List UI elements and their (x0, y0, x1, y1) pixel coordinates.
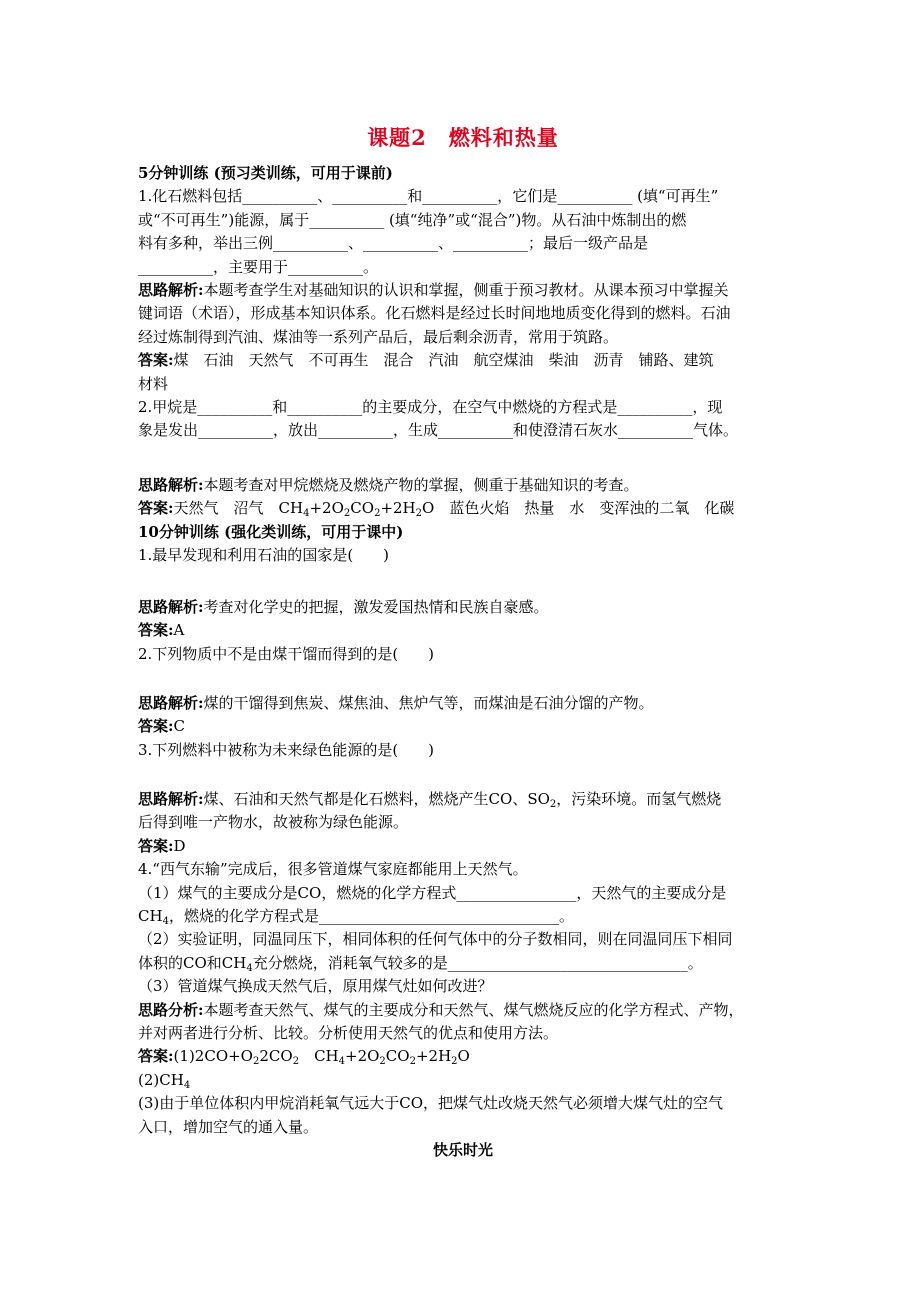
question-line: 2.下列物质中不是由煤干馏而得到的是( ) (138, 644, 435, 663)
analysis-text: 考查对化学史的把握，激发爱国热情和民族自豪感。 (203, 598, 549, 616)
answer-label: 答案: (138, 1047, 174, 1066)
question-1-line: 1.化石燃料包括__________、__________和__________，它们是__________ (填“可再生” (138, 187, 719, 206)
question-2-line: 象是发出__________，放出__________，生成__________和使澄清石灰水__________气体。 (138, 421, 739, 440)
section-10min-q2-solution (138, 692, 788, 762)
answer-text: 入口，增加空气的通入量。 (138, 1117, 319, 1136)
answer-text: 煤 石油 天然气 不可再生 混合 汽油 航空煤油 柴油 沥青 铺路、建筑 (173, 351, 714, 370)
answer-text: A (173, 621, 185, 640)
answer-text: 天然气 沼气 CH (173, 499, 304, 518)
question-line: 3.下列燃料中被称为未来绿色能源的是( ) (138, 740, 435, 759)
answer-label: 答案: (138, 351, 174, 370)
section-heading: 10分钟训练 (强化类训练，可用于课中) (138, 522, 404, 541)
question-line: 1.最早发现和利用石油的国家是( ) (138, 546, 390, 565)
analysis-text: 本题考查学生对基础知识的认识和掌握，侧重于预习教材。从课本预习中掌握关 (203, 281, 729, 300)
section-5min-q2-solution: 思路解析:本题考查对甲烷燃烧及燃烧产物的掌握，侧重于基础知识的考查。 答案:天然气 沼气 $CH_4+2O_2CO_2+2H_2O$ 蓝色火焰 热量 水 变浑浊的二氧 化碳 10分钟训练 (强化类训练，可用于课中) 1.最早发现和利用石油的国家是( ) (138, 474, 788, 568)
document-title: 课题2 燃料和热量 (367, 125, 559, 150)
question-4-part-2: （2）实验证明，同温同压下，相同体积的任何气体中的分子数相同，则在同温同压下相同 (138, 930, 733, 949)
question-4-part-1-cont: ，燃烧的化学方程式是________________________________。 (168, 907, 574, 926)
analysis-label: 思路解析: (138, 790, 204, 808)
answer-label: 答案: (138, 717, 174, 736)
answer-text: D (173, 836, 186, 855)
analysis-label: 思路解析: (138, 476, 204, 494)
answer-text: 材料 (138, 374, 169, 393)
answer-text: (2)CH (138, 1070, 184, 1089)
analysis-text: 经过炼制得到汽油、煤油等一系列产品后，最后剩余沥青，常用于筑路。 (138, 327, 619, 346)
analysis-text: 后得到唯一产物水，故被称为绿色能源。 (138, 813, 409, 832)
question-1-line: 或“不可再生”)能源，属于__________ (填“纯净”或“混合”)物。从石油中炼制出的燃 (138, 210, 687, 229)
question-1-line: __________，主要用于__________。 (138, 257, 379, 276)
section-10min-q1-solution (138, 596, 788, 666)
question-2-line: 2.甲烷是__________和__________的主要成分，在空气中燃烧的方程式是__________，现 (138, 398, 723, 417)
answer-label: 答案: (138, 499, 174, 518)
answer-text: C (173, 717, 186, 736)
analysis-label: 思路分析: (138, 1000, 204, 1019)
section-heading: 5分钟训练 (预习类训练，可用于课前) (138, 164, 393, 182)
question-4-part-1: （1）煤气的主要成分是CO，燃烧的化学方程式________________，天然气的主要成分是 (138, 883, 727, 902)
analysis-label: 思路解析: (138, 281, 204, 300)
footer-heading: 快乐时光 (432, 1141, 493, 1160)
analysis-text: 煤的干馏得到焦炭、煤焦油、焦炉气等，而煤油是石油分馏的产物。 (203, 694, 654, 712)
section-5min (138, 162, 788, 443)
answer-text: (1)2CO+O (173, 1047, 253, 1066)
question-1-line: 料有多种，举出三例__________、__________、__________；最后一级产品是 (138, 234, 649, 253)
question-4-part-3: （3）管道煤气换成天然气后，原用煤气灶如何改进？ (138, 977, 493, 996)
analysis-text: 键词语（术语），形成基本知识体系。化石燃料是经过长时间地地质变化得到的燃料。石油 (138, 304, 731, 323)
question-4-part-2-cont: 充分燃烧，消耗氧气较多的是________________________________。 (252, 953, 703, 972)
analysis-text: 并对两者进行分析、比较。分析使用天然气的优点和使用方法。 (138, 1024, 559, 1043)
answer-label: 答案: (138, 621, 174, 640)
analysis-text: 本题考查对甲烷燃烧及燃烧产物的掌握，侧重于基础知识的考查。 (203, 476, 639, 494)
question-line: 4.“西气东输”完成后，很多管道煤气家庭都能用上天然气。 (138, 860, 528, 879)
analysis-text: 煤、石油和天然气都是化石燃料，燃烧产生CO、SO (203, 790, 550, 808)
analysis-text: 本题考查天然气、煤气的主要成分和天然气、煤气燃烧反应的化学方程式、产物， (203, 1000, 744, 1019)
analysis-label: 思路解析: (138, 694, 204, 712)
section-10min-q3-q4: 思路解析:煤、石油和天然气都是化石燃料，燃烧产生CO、$SO_2$，污染环境。而氢气燃烧 后得到唯一产物水，故被称为绿色能源。 答案:D 4.“西气东输”完成后，很多管道煤气家庭都能用上天然气。 （1）煤气的主要成分是CO，燃烧的化学方程式________________，天然气的主要成分是 $CH_4$，燃烧的化学方程式是________________________________。 （2）实验证明，同温同压下，相同体积的任何气体中的分子数相同，则在同温同压下相同 体积的CO和$CH_4$充分燃烧，消耗氧气较多的是________________________________。 （3）管道煤气换成天然气后，原用煤气灶如何改进？ 思路分析:本题考查天然气、煤气的主要成分和天然气、煤气燃烧反应的化学方程式、产物， 并对两者进行分析、比较。分析使用天然气的优点和使用方法。 答案$:(1)2CO+O_22CO_2$ $CH_4+2O_2CO_2+2H_2O$ $(2)CH_4$ (3)由于单位体积内甲烷消耗氧气远大于CO，把煤气灶改烧天然气必须增大煤气灶的空气 入口，增加空气的通入量。 快乐时光 (138, 788, 788, 1163)
answer-text: (3)由于单位体积内甲烷消耗氧气远大于CO，把煤气灶改烧天然气必须增大煤气灶的空气 (138, 1094, 724, 1113)
answer-label: 答案: (138, 836, 174, 855)
analysis-label: 思路解析: (138, 598, 204, 616)
